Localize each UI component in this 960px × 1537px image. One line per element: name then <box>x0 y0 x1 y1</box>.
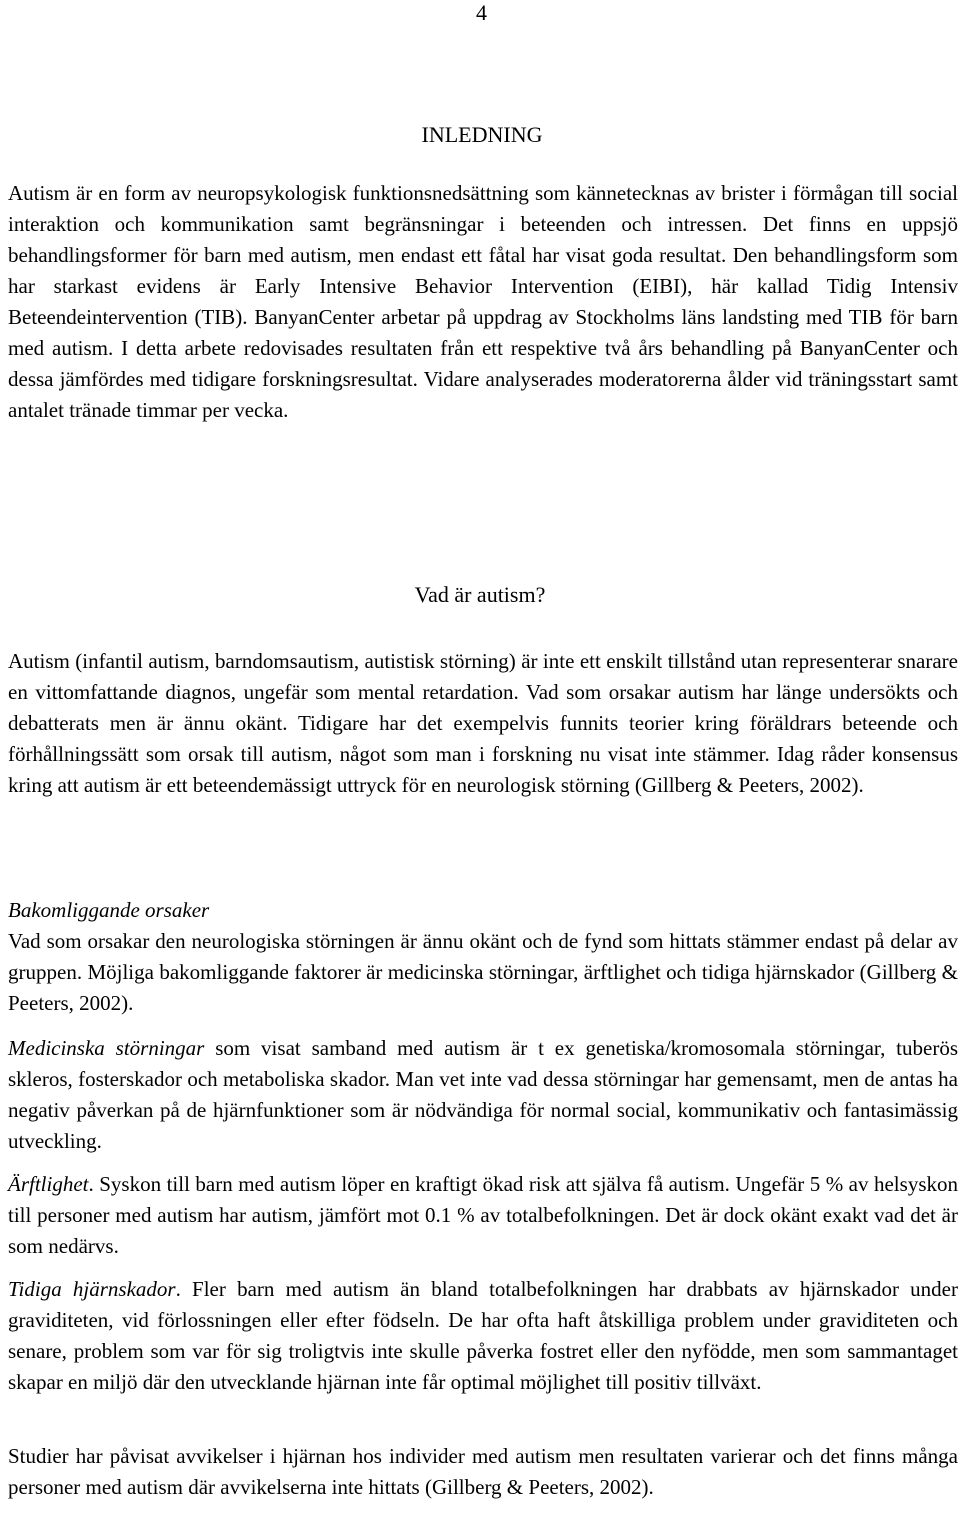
paragraph-text: . Syskon till barn med autism löper en kraftigt ökad risk att själva få autism. Ungefär 5 % av helsyskon till personer med autism har autism, jämfört mot 0.1 % av totalbefolkningen. Det är dock okänt exakt vad det är som nedärvs. <box>8 1172 958 1258</box>
section-heading-inledning: INLEDNING <box>421 122 543 147</box>
page-number: 4 <box>476 0 487 25</box>
paragraph-tidiga-hjarnskador <box>8 1274 958 1398</box>
lead-term: Tidiga hjärnskador <box>8 1277 176 1301</box>
paragraph-text: som visat samband med autism är t ex genetiska/kromosomala störningar, tuberös skleros, fosterskador och metaboliska skador. Man vet inte vad dessa störningar har gemensamt, men de antas ha negativ påverkan på de hjärnfunktioner som är nödvändiga för normal social, kommunikativ och fantasimässig utveckling. <box>8 1036 959 1153</box>
paragraph-arftlighet <box>8 1169 958 1262</box>
paragraph-studier: Studier har påvisat avvikelser i hjärnan hos individer med autism men resultaten varierar och det finns många personer med autism där avvikelserna inte hittats (Gillberg & Peeters, 2002). <box>8 1444 958 1499</box>
lead-term: Medicinska störningar <box>8 1036 205 1060</box>
lead-term: Ärftlighet <box>8 1172 89 1196</box>
subheading-bakomliggande-orsaker: Bakomliggande orsaker <box>8 898 210 922</box>
section-heading-vad-ar-autism: Vad är autism? <box>414 582 546 607</box>
paragraph-medicinska-storningar <box>8 1033 958 1157</box>
paragraph-definition: Autism (infantil autism, barndomsautism, autistisk störning) är inte ett enskilt tillstånd utan representerar snarare en vittomfattande diagnos, ungefär som mental retardation. Vad som orsakar autism har länge undersökts och debatterats men är ännu okänt. Tidigare har det exempelvis funnits teorier kring föräldrars beteende och förhållningssätt som orsak till autism, något som man i forskning nu visat inte stämmer. Idag råder konsensus kring att autism är ett beteendemässigt uttryck för en neurologisk störning (Gillberg & Peeters, 2002). <box>8 649 958 797</box>
paragraph-abstract: Autism är en form av neuropsykologisk funktionsnedsättning som kännetecknas av brister i förmågan till social interaktion och kommunikation samt begränsningar i beteenden och intressen. Det finns en uppsjö behandlingsformer för barn med autism, men endast ett fåtal har visat goda resultat. Den behandlingsform som har starkast evidens är Early Intensive Behavior Intervention (EIBI), här kallad Tidig Intensiv Beteendeintervention (TIB). BanyanCenter arbetar på uppdrag av Stockholms läns landsting med TIB för barn med autism. I detta arbete redovisades resultaten från ett respektive två års behandling på BanyanCenter och dessa jämfördes med tidigare forskningsresultat. Vidare analyserades moderatorerna ålder vid träningsstart samt antalet tränade timmar per vecka. <box>8 181 958 422</box>
paragraph-text: . Fler barn med autism än bland totalbefolkningen har drabbats av hjärnskador under graviditeten, vid förlossningen eller efter födseln. De har ofta haft åtskilliga problem under graviditeten och senare, problem som var för sig troligtvis inte skulle påverka fostret eller den nyfödde, men som sammantaget skapar en miljö där den utvecklande hjärnan inte får optimal möjlighet till positiv tillväxt. <box>8 1277 958 1394</box>
paragraph-text: Vad som orsakar den neurologiska störningen är ännu okänt och de fynd som hittats stämmer endast på delar av gruppen. Möjliga bakomliggande faktorer är medicinska störningar, ärftlighet och tidiga hjärnskador (Gillberg & Peeters, 2002). <box>8 929 958 1015</box>
paragraph-bakomliggande-orsaker <box>8 895 958 1019</box>
